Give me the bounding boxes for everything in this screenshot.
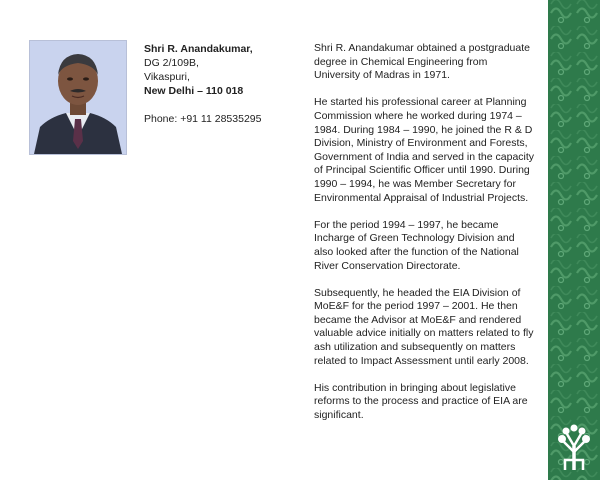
- bio-paragraph-eia: Subsequently, he headed the EIA Division of MoE&F for the period 1997 – 2001. He then became the Advisor at MoE&F and rendered valuable advice initially on matters related to fly ash utilization and subsequently on matters related to Impact Assessment until early 2008.: [314, 286, 534, 367]
- bio-paragraph-contribution: His contribution in bringing about legislative reforms to the process and practice of EIA are significant.: [314, 381, 528, 422]
- address-line-2: Vikaspuri,: [144, 71, 190, 83]
- address-city: New Delhi – 110 018: [144, 85, 244, 97]
- tree-logo-icon: [552, 422, 596, 472]
- bio-paragraph-career: He started his professional career at Planning Commission where he worked during 1974 – 1984. During 1984 – 1990, he joined the R & D Division, Ministry of Environment and Forests, Government of India and served in the capacity of Principal Scientific Officer until 1990. During 1990 – 1994, he was Member Secretary for Environmental Appraisal of Industrial Projects.: [314, 96, 535, 204]
- person-name: Shri R. Anandakumar,: [144, 43, 253, 55]
- bio-paragraph-green-tech: For the period 1994 – 1997, he became Incharge of Green Technology Division and also looked after the function of the National River Conservation Directorate.: [314, 218, 519, 272]
- biography: [314, 42, 536, 436]
- decorative-side-panel: [548, 0, 600, 480]
- address-line-1: DG 2/109B,: [144, 57, 199, 69]
- swirl-pattern: [548, 0, 600, 480]
- contact-block: [144, 42, 304, 126]
- phone-number: Phone: +91 11 28535295: [144, 113, 262, 125]
- portrait-illustration: [30, 41, 126, 154]
- bio-paragraph-education: Shri R. Anandakumar obtained a postgraduate degree in Chemical Engineering from University of Madras in 1971.: [314, 42, 530, 82]
- portrait-photo: [29, 40, 127, 155]
